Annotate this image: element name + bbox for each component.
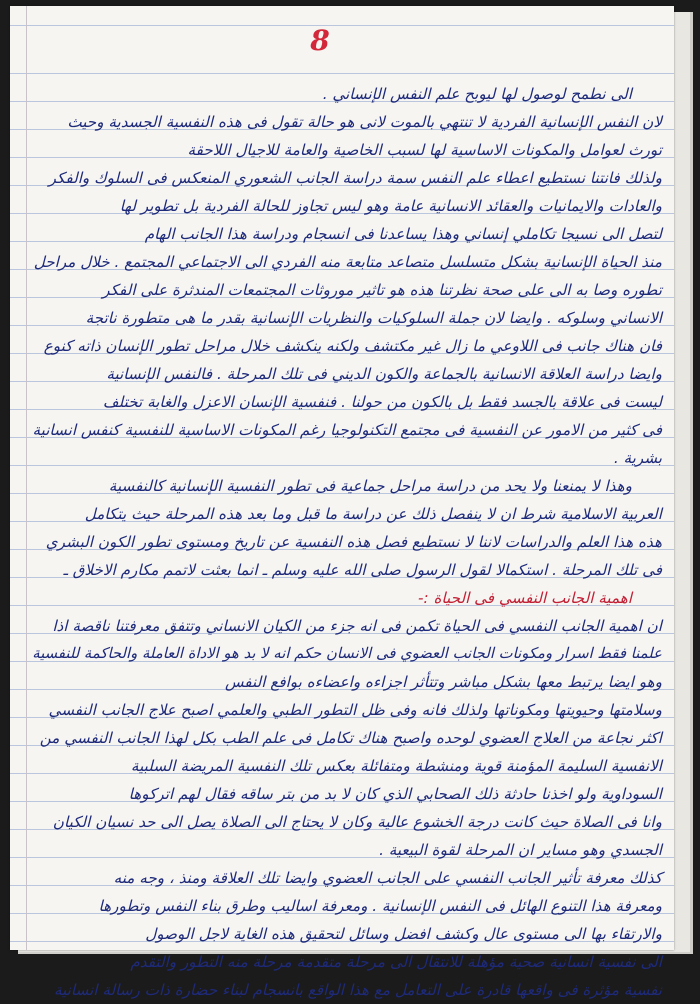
text-line: الى نفسية انسانية صحية مؤهلة للانتقال الى مرحلة متقدمة مرحلة منه التطور والتقدم (130, 953, 662, 971)
text-line: هذه هذا العلم والدراسات لاننا لا نستطيع فصل هذه النفسية عن تاريخ ومستوى تطور الكون البشري (45, 533, 662, 551)
text-line: وهو ايضا يرتبط معها بشكل مباشر وتتأثر اجزاءه واعضاءه بوافع النفس (224, 673, 662, 691)
text-line: تطوره وصا به الى على صحة نظرتنا هذه هو تاثير موروثات المجتمعات المندثرة على الفكر (102, 281, 662, 299)
text-line: العربية الاسلامية شرط ان لا ينفصل ذلك عن دراسة ما قبل وما بعد هذه المرحلة حيث يتكامل (84, 505, 662, 523)
section-heading: اهمية الجانب النفسي فى الحياة :- (418, 589, 632, 607)
text-line: كذلك معرفة تأثير الجانب النفسي على الجانب العضوي وايضا تلك العلاقة ومنذ ، وجه منه (113, 869, 662, 887)
text-line: ومعرفة هذا التنوع الهائل فى النفس الإنسانية . ومعرفة اساليب وطرق بناء النفس وتطورها (98, 897, 662, 915)
text-line: وهذا لا يمنعنا ولا يحد من دراسة مراحل جماعية فى تطور النفسية الإنسانية كالنفسية (108, 477, 632, 495)
text-line: علمنا فقط اسرار ومكونات الجانب العضوي فى الانسان حكم انه لا بد هو الاداة العاملة والحاكمة للنفسية (32, 645, 662, 662)
page-number: 8 (310, 24, 330, 57)
text-line: الانساني وسلوكه . وايضا لان جملة السلوكيات والنظريات الإنسانية بقدر ما هى متطورة ناتجة (85, 309, 662, 327)
text-line: ليست فى علاقة بالجسد فقط بل بالكون من حولنا . فنفسية الإنسان الاعزل والغابة تختلف (102, 393, 662, 411)
text-line: وايضا دراسة العلاقة الانسانية بالجماعة والكون الديني فى تلك المرحلة . فالنفس الإنسانية (106, 365, 662, 383)
text-line: والارتقاء بها الى مستوى عال وكشف افضل وسائل لتحقيق هذه الغاية لاجل الوصول (145, 925, 662, 943)
text-line: لان النفس الإنسانية الفردية لا تنتهي بالموت لانى هو حالة تقول فى هذه النفسية الجسدية وحيث (67, 113, 662, 131)
text-line: الى نطمح لوصول لها ليوبح علم النفس الإنساني . (322, 85, 632, 103)
text-line: منذ الحياة الإنسانية بشكل متسلسل متصاعد متابعة منه الفردي الى الاجتماعي المجتمع . خلال مراحل (33, 253, 662, 271)
notebook-page (10, 6, 674, 999)
text-line: وسلامتها وحيويتها ومكوناتها ولذلك فانه وفى ظل التطور الطبي والعلمي اصبح علاج الجانب النفسي (48, 701, 662, 719)
text-line: لتصل الى نسيجا تكاملي إنساني وهذا يساعدنا فى انسجام ودراسة هذا الجانب الهام (144, 225, 662, 243)
text-line: فى كثير من الامور عن النفسية فى مجتمع التكنولوجيا رغم المكونات الاساسية للنفسية كنفس انسانية (32, 421, 662, 439)
text-line: اكثر نجاعة من العلاج العضوي لوحده واصبح هناك تكامل فى علم الطب بكل لهذا الجانب النفسي من (39, 729, 662, 747)
text-line: بشرية . (613, 449, 662, 467)
text-line: نفسية مؤثرة فى واقعها قادرة على التعامل مع هذا الواقع بانسجام لبناء حضارة ذات رسالة انسانية (53, 981, 662, 999)
text-line: والعادات والايمانيات والعقائد الانسانية عامة وهو ليس تجاوز للحالة الفردية بل تطوير لها (119, 197, 662, 215)
text-line: فى تلك المرحلة . استكمالا لقول الرسول صلى الله عليه وسلم ـ انما بعثت لاتمم مكارم الاخلاق ـ (63, 561, 662, 579)
text-line: فان هناك جانب فى اللاوعي ما زال غير مكتشف ولكنه ينكشف خلال مراحل تطور الإنسان ذاته كنوع (43, 337, 662, 355)
text-line: تورث لعوامل والمكونات الاساسية لها لسبب الخاصية والعامة للاجيال اللاحقة (187, 141, 662, 159)
text-line: وانا فى الصلاة حيث كانت درجة الخشوع عالية وكان لا يحتاج الى الصلاة يصل الى حد نسيان الكيان (52, 813, 662, 831)
margin-line (26, 6, 27, 950)
handwritten-text (32, 80, 662, 1004)
text-line: ولذلك فانتنا نستطيع اعطاء علم النفس سمة دراسة الجانب الشعوري المنعكس فى السلوك والفكر (48, 169, 662, 187)
text-line: الانفسية السليمة المؤمنة قوية ومنشطة ومتفائلة بعكس تلك النفسية المريضة السلبية (130, 757, 662, 775)
text-line: الجسدي وهو مساير ان المرحلة لقوة البيعية . (379, 841, 662, 859)
text-line: السوداوية ولو اخذنا حادثة ذلك الصحابي الذي كان لا بد من بتر ساقه فقال لهم اتركوها (128, 785, 662, 803)
text-line: ان اهمية الجانب النفسي فى الحياة تكمن فى انه جزء من الكيان الانساني وتتفق معرفتنا ناقصة اذا (52, 617, 662, 635)
